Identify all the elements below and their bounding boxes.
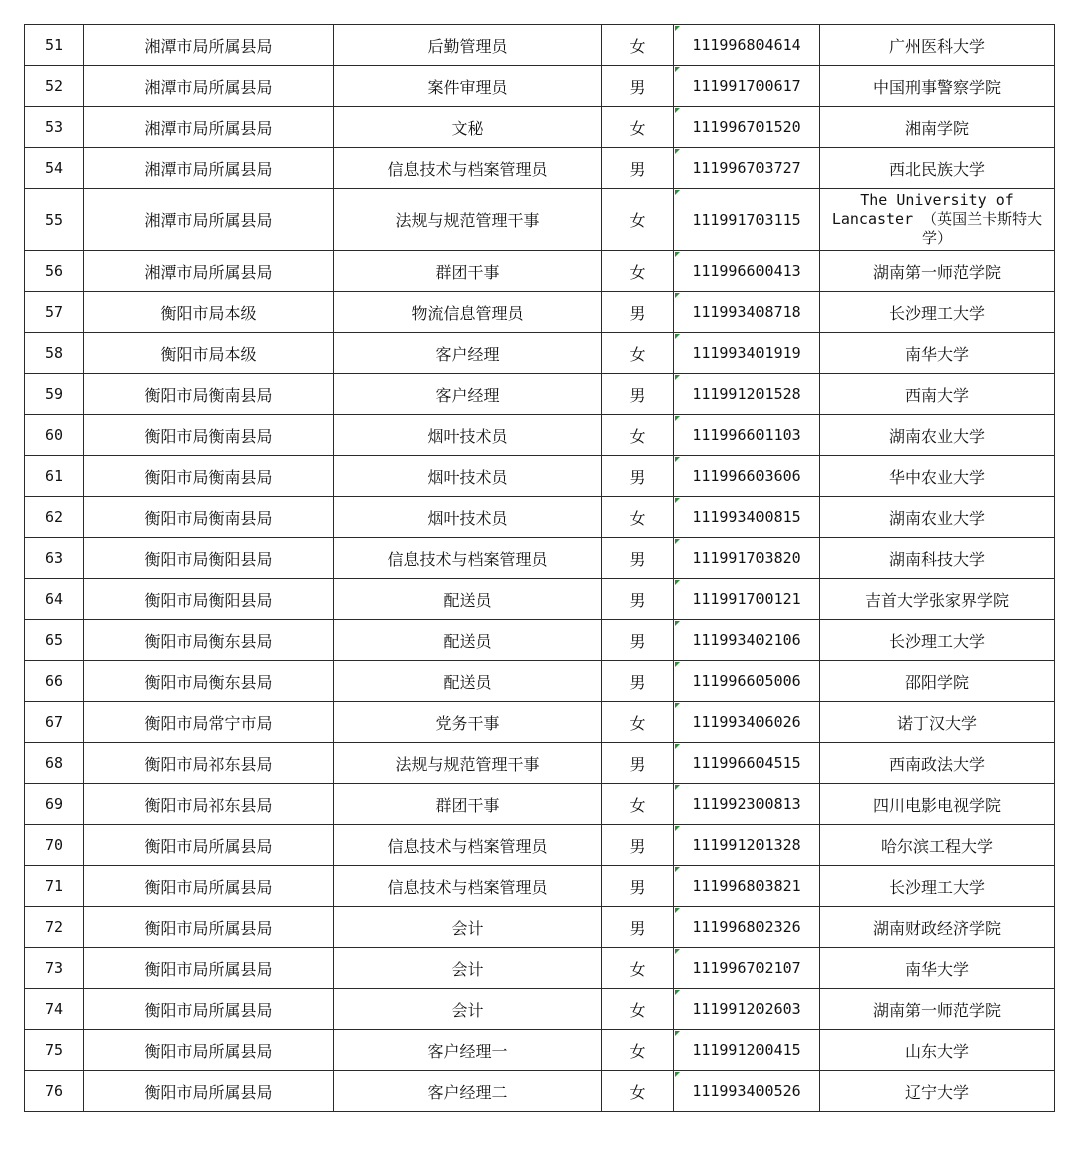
school-cell: 吉首大学张家界学院: [820, 579, 1055, 620]
gender-cell: 男: [602, 374, 674, 415]
row-number: 63: [25, 538, 84, 579]
table-row: [25, 189, 1055, 251]
post-cell: 信息技术与档案管理员: [334, 148, 602, 189]
ticket-number-cell: 111996603606: [674, 456, 820, 497]
table-row: [25, 784, 1055, 825]
row-number: 66: [25, 661, 84, 702]
row-number: 54: [25, 148, 84, 189]
gender-cell: 女: [602, 415, 674, 456]
post-cell: 烟叶技术员: [334, 415, 602, 456]
post-cell: 会计: [334, 948, 602, 989]
table-row: [25, 251, 1055, 292]
ticket-number-cell: 111991200415: [674, 1030, 820, 1071]
row-number: 70: [25, 825, 84, 866]
table-row: [25, 1030, 1055, 1071]
unit-cell: 衡阳市局衡南县局: [84, 497, 334, 538]
gender-cell: 男: [602, 538, 674, 579]
table-row: [25, 866, 1055, 907]
school-cell: 南华大学: [820, 333, 1055, 374]
ticket-number-cell: 111991700121: [674, 579, 820, 620]
school-cell: 长沙理工大学: [820, 292, 1055, 333]
table-row: [25, 107, 1055, 148]
gender-cell: 男: [602, 620, 674, 661]
gender-cell: 女: [602, 333, 674, 374]
ticket-number-cell: 111996600413: [674, 251, 820, 292]
ticket-number-cell: 111996802326: [674, 907, 820, 948]
school-cell: 哈尔滨工程大学: [820, 825, 1055, 866]
gender-cell: 女: [602, 189, 674, 251]
unit-cell: 衡阳市局本级: [84, 292, 334, 333]
school-cell: 湖南科技大学: [820, 538, 1055, 579]
table-row: [25, 579, 1055, 620]
school-cell: 四川电影电视学院: [820, 784, 1055, 825]
school-cell: 西南政法大学: [820, 743, 1055, 784]
post-cell: 烟叶技术员: [334, 456, 602, 497]
row-number: 55: [25, 189, 84, 251]
row-number: 68: [25, 743, 84, 784]
school-cell: 南华大学: [820, 948, 1055, 989]
unit-cell: 衡阳市局衡阳县局: [84, 538, 334, 579]
ticket-number-cell: 111996605006: [674, 661, 820, 702]
gender-cell: 男: [602, 743, 674, 784]
school-cell: 中国刑事警察学院: [820, 66, 1055, 107]
table-row: [25, 497, 1055, 538]
row-number: 65: [25, 620, 84, 661]
post-cell: 烟叶技术员: [334, 497, 602, 538]
candidate-table-body: [25, 25, 1055, 1112]
table-row: [25, 620, 1055, 661]
ticket-number-cell: 111991201528: [674, 374, 820, 415]
unit-cell: 衡阳市局所属县局: [84, 1030, 334, 1071]
school-cell: The University of Lancaster （英国兰卡斯特大学）: [820, 189, 1055, 251]
table-row: [25, 702, 1055, 743]
ticket-number-cell: 111991201328: [674, 825, 820, 866]
ticket-number-cell: 111993400815: [674, 497, 820, 538]
table-row: [25, 374, 1055, 415]
unit-cell: 湘潭市局所属县局: [84, 25, 334, 66]
school-cell: 长沙理工大学: [820, 620, 1055, 661]
table-row: [25, 948, 1055, 989]
gender-cell: 女: [602, 497, 674, 538]
post-cell: 信息技术与档案管理员: [334, 538, 602, 579]
ticket-number-cell: 111996804614: [674, 25, 820, 66]
gender-cell: 男: [602, 292, 674, 333]
post-cell: 群团干事: [334, 251, 602, 292]
row-number: 61: [25, 456, 84, 497]
post-cell: 法规与规范管理干事: [334, 743, 602, 784]
gender-cell: 男: [602, 825, 674, 866]
unit-cell: 衡阳市局所属县局: [84, 1071, 334, 1112]
unit-cell: 衡阳市局所属县局: [84, 948, 334, 989]
unit-cell: 衡阳市局祁东县局: [84, 784, 334, 825]
gender-cell: 男: [602, 866, 674, 907]
table-row: [25, 825, 1055, 866]
table-row: [25, 66, 1055, 107]
unit-cell: 湘潭市局所属县局: [84, 148, 334, 189]
ticket-number-cell: 111993401919: [674, 333, 820, 374]
school-cell: 广州医科大学: [820, 25, 1055, 66]
gender-cell: 男: [602, 66, 674, 107]
post-cell: 配送员: [334, 661, 602, 702]
post-cell: 配送员: [334, 620, 602, 661]
ticket-number-cell: 111991700617: [674, 66, 820, 107]
post-cell: 后勤管理员: [334, 25, 602, 66]
ticket-number-cell: 111996703727: [674, 148, 820, 189]
row-number: 72: [25, 907, 84, 948]
unit-cell: 湘潭市局所属县局: [84, 189, 334, 251]
post-cell: 客户经理: [334, 374, 602, 415]
ticket-number-cell: 111991703115: [674, 189, 820, 251]
gender-cell: 男: [602, 148, 674, 189]
candidate-table: [24, 24, 1055, 1112]
gender-cell: 女: [602, 1030, 674, 1071]
gender-cell: 女: [602, 989, 674, 1030]
school-cell: 华中农业大学: [820, 456, 1055, 497]
school-cell: 湘南学院: [820, 107, 1055, 148]
row-number: 74: [25, 989, 84, 1030]
gender-cell: 女: [602, 107, 674, 148]
row-number: 75: [25, 1030, 84, 1071]
row-number: 59: [25, 374, 84, 415]
row-number: 52: [25, 66, 84, 107]
table-row: [25, 1071, 1055, 1112]
table-row: [25, 743, 1055, 784]
unit-cell: 衡阳市局祁东县局: [84, 743, 334, 784]
gender-cell: 男: [602, 661, 674, 702]
gender-cell: 女: [602, 702, 674, 743]
table-row: [25, 989, 1055, 1030]
table-row: [25, 907, 1055, 948]
school-cell: 湖南农业大学: [820, 497, 1055, 538]
school-cell: 湖南第一师范学院: [820, 989, 1055, 1030]
row-number: 67: [25, 702, 84, 743]
row-number: 58: [25, 333, 84, 374]
unit-cell: 衡阳市局衡南县局: [84, 374, 334, 415]
row-number: 71: [25, 866, 84, 907]
unit-cell: 湘潭市局所属县局: [84, 251, 334, 292]
unit-cell: 衡阳市局衡东县局: [84, 661, 334, 702]
post-cell: 案件审理员: [334, 66, 602, 107]
post-cell: 群团干事: [334, 784, 602, 825]
post-cell: 党务干事: [334, 702, 602, 743]
ticket-number-cell: 111992300813: [674, 784, 820, 825]
unit-cell: 衡阳市局衡阳县局: [84, 579, 334, 620]
post-cell: 会计: [334, 989, 602, 1030]
row-number: 73: [25, 948, 84, 989]
school-cell: 诺丁汉大学: [820, 702, 1055, 743]
gender-cell: 女: [602, 25, 674, 66]
unit-cell: 衡阳市局所属县局: [84, 989, 334, 1030]
unit-cell: 衡阳市局本级: [84, 333, 334, 374]
ticket-number-cell: 111993406026: [674, 702, 820, 743]
row-number: 76: [25, 1071, 84, 1112]
post-cell: 信息技术与档案管理员: [334, 866, 602, 907]
school-cell: 西北民族大学: [820, 148, 1055, 189]
table-row: [25, 148, 1055, 189]
table-row: [25, 25, 1055, 66]
ticket-number-cell: 111996803821: [674, 866, 820, 907]
gender-cell: 男: [602, 579, 674, 620]
table-row: [25, 538, 1055, 579]
post-cell: 配送员: [334, 579, 602, 620]
ticket-number-cell: 111991703820: [674, 538, 820, 579]
unit-cell: 湘潭市局所属县局: [84, 107, 334, 148]
post-cell: 文秘: [334, 107, 602, 148]
table-row: [25, 333, 1055, 374]
table-row: [25, 292, 1055, 333]
ticket-number-cell: 111996604515: [674, 743, 820, 784]
row-number: 57: [25, 292, 84, 333]
gender-cell: 女: [602, 948, 674, 989]
row-number: 53: [25, 107, 84, 148]
unit-cell: 衡阳市局常宁市局: [84, 702, 334, 743]
row-number: 60: [25, 415, 84, 456]
gender-cell: 女: [602, 251, 674, 292]
ticket-number-cell: 111996702107: [674, 948, 820, 989]
post-cell: 客户经理: [334, 333, 602, 374]
school-cell: 邵阳学院: [820, 661, 1055, 702]
school-cell: 西南大学: [820, 374, 1055, 415]
school-cell: 湖南财政经济学院: [820, 907, 1055, 948]
row-number: 56: [25, 251, 84, 292]
unit-cell: 衡阳市局衡南县局: [84, 456, 334, 497]
ticket-number-cell: 111996601103: [674, 415, 820, 456]
unit-cell: 衡阳市局所属县局: [84, 907, 334, 948]
post-cell: 法规与规范管理干事: [334, 189, 602, 251]
post-cell: 会计: [334, 907, 602, 948]
school-cell: 湖南第一师范学院: [820, 251, 1055, 292]
ticket-number-cell: 111993400526: [674, 1071, 820, 1112]
table-row: [25, 661, 1055, 702]
gender-cell: 女: [602, 1071, 674, 1112]
post-cell: 信息技术与档案管理员: [334, 825, 602, 866]
unit-cell: 湘潭市局所属县局: [84, 66, 334, 107]
gender-cell: 男: [602, 907, 674, 948]
unit-cell: 衡阳市局衡南县局: [84, 415, 334, 456]
row-number: 69: [25, 784, 84, 825]
ticket-number-cell: 111991202603: [674, 989, 820, 1030]
unit-cell: 衡阳市局所属县局: [84, 866, 334, 907]
school-cell: 山东大学: [820, 1030, 1055, 1071]
row-number: 64: [25, 579, 84, 620]
school-cell: 湖南农业大学: [820, 415, 1055, 456]
unit-cell: 衡阳市局衡东县局: [84, 620, 334, 661]
gender-cell: 男: [602, 456, 674, 497]
row-number: 51: [25, 25, 84, 66]
post-cell: 客户经理一: [334, 1030, 602, 1071]
row-number: 62: [25, 497, 84, 538]
ticket-number-cell: 111993408718: [674, 292, 820, 333]
unit-cell: 衡阳市局所属县局: [84, 825, 334, 866]
gender-cell: 女: [602, 784, 674, 825]
school-cell: 长沙理工大学: [820, 866, 1055, 907]
table-row: [25, 415, 1055, 456]
table-row: [25, 456, 1055, 497]
post-cell: 物流信息管理员: [334, 292, 602, 333]
ticket-number-cell: 111993402106: [674, 620, 820, 661]
ticket-number-cell: 111996701520: [674, 107, 820, 148]
school-cell: 辽宁大学: [820, 1071, 1055, 1112]
post-cell: 客户经理二: [334, 1071, 602, 1112]
